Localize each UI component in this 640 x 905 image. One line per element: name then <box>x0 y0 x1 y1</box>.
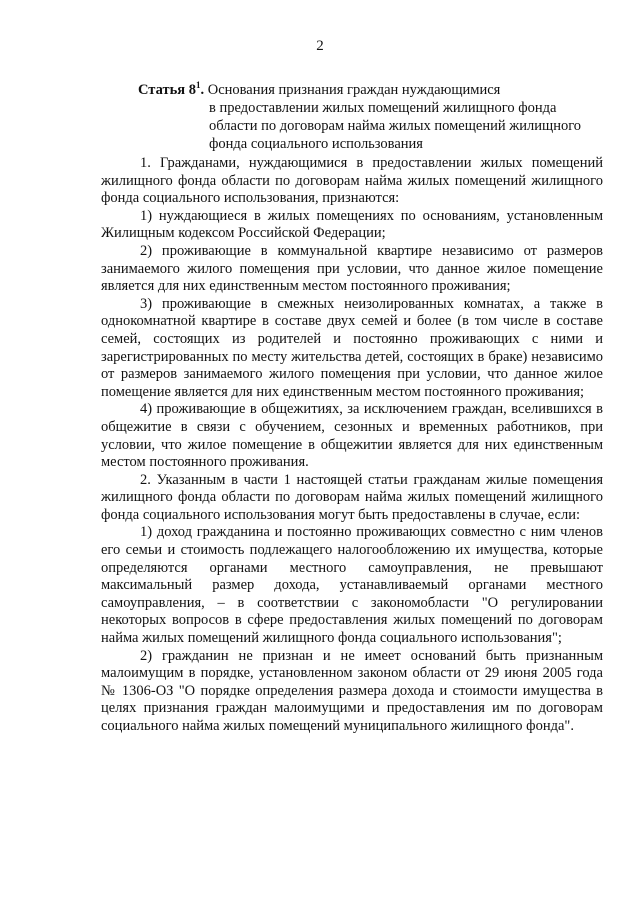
paragraph-part-2-item-1: 1) доход гражданина и постоянно проживающих совместно с ним членов его семьи и стоимость подлежащего налогообложению их имущества, которые определяются органами местного самоуправления, не превышают максимальный размер дохода, устанавливаемый органами местного самоуправления, – в соответствии с закономобласти "О регулировании некоторых вопросов в сфере предоставления жилых помещений по договорам найма жилых помещений жилищного фонда социального использования"; <box>101 524 603 647</box>
article-title-line: Основания признания граждан нуждающимися <box>207 81 501 98</box>
paragraph-item-2: 2) проживающие в коммунальной квартире независимо от размеров занимаемого жилого помещения при условии, что данное жилое помещение является для них единственным местом постоянного проживания; <box>101 242 603 295</box>
paragraph-item-1: 1) нуждающиеся в жилых помещениях по основаниям, установленным Жилищным кодексом Российской Федерации; <box>101 207 603 242</box>
article-title-line: фонда социального использования <box>209 135 423 152</box>
page-number: 2 <box>316 38 324 54</box>
paragraph-item-4: 4) проживающие в общежитиях, за исключением граждан, вселившихся в общежитие в связи с обучением, сезонных и временных работников, при условии, что жилое помещение в общежитии является для них единственным местом постоянного проживания. <box>101 401 603 471</box>
article-title-line: в предоставлении жилых помещений жилищного фонда <box>209 99 557 116</box>
article-title-line: области по договорам найма жилых помещений жилищного <box>209 117 582 134</box>
article-body <box>101 155 603 736</box>
article-heading <box>138 76 608 153</box>
paragraph-part-2: 2. Указанным в части 1 настоящей статьи гражданам жилые помещения жилищного фонда области по договорам найма жилых помещений жилищного фонда социального использования могут быть предоставлены в случае, если: <box>101 471 603 523</box>
paragraph-part-2-item-2: 2) гражданин не признан и не имеет оснований быть признанным малоимущим в порядке, установленном законом области от 29 июня 2005 года № 1306-ОЗ "О порядке определения размера дохода и стоимости имущества в целях признания граждан малоимущими и предоставления им по договорам социального найма жилых помещений муниципального жилищного фонда". <box>101 647 603 734</box>
paragraph-item-3: 3) проживающие в смежных неизолированных комнатах, а также в однокомнатной квартире в составе двух семей и более (в том числе в составе семей, состоящих из родителей и постоянно проживающих с ними и зарегистрированных по месту жительства детей, состоящих в браке) независимо от размеров занимаемого жилого помещения при условии, что данное жилое помещение является для них единственным местом постоянного проживания; <box>101 295 603 400</box>
paragraph-part-1: 1. Гражданами, нуждающимися в предоставлении жилых помещений жилищного фонда области по договорам найма жилых помещений жилищного фонда социального использования, признаются: <box>101 155 603 207</box>
article-heading-first-line <box>138 76 608 99</box>
article-label: Статья $8^1$. <box>138 80 205 98</box>
article-label-superscript: 1 <box>195 80 201 90</box>
